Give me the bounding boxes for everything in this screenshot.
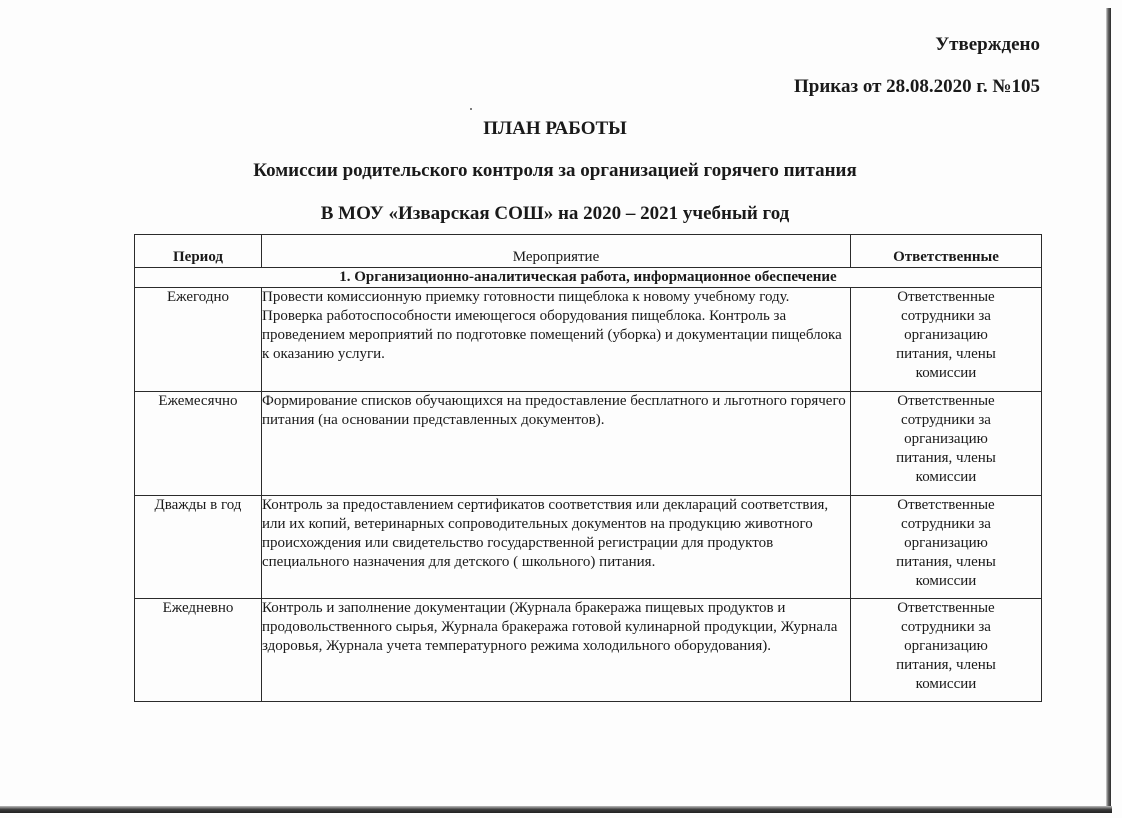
approval-stamp-text: Утверждено xyxy=(935,34,1040,55)
scan-edge-right xyxy=(1106,8,1111,808)
responsible-text: Ответственные сотрудники за организацию питания, члены комиссии xyxy=(896,600,996,692)
column-header-period: Период xyxy=(135,235,262,268)
column-header-responsible: Ответственные xyxy=(851,235,1042,268)
table-row xyxy=(135,288,1042,392)
event-cell: Контроль и заполнение документации (Журнала бракеража пищевых продуктов и продовольственного сырья, Журнала бракеража готовой кулинарной продукции, Журнала здоровья, Журнала учета температурного режима холодильного оборудования). xyxy=(262,599,851,702)
column-header-event: Мероприятие xyxy=(262,235,851,268)
responsible-text: Ответственные сотрудники за организацию питания, члены комиссии xyxy=(896,497,996,589)
table-row xyxy=(135,392,1042,496)
period-cell: Дважды в год xyxy=(135,496,262,599)
event-cell: Провести комиссионную приемку готовности пищеблока к новому учебному году. Проверка работоспособности имеющегося оборудования пищеблока. Контроль за проведением мероприятий по подготовке помещений (уборка) и документации пищеблока к оказанию услуги. xyxy=(262,288,851,392)
responsible-cell xyxy=(851,496,1042,599)
section-title: 1. Организационно-аналитическая работа, информационное обеспечение xyxy=(135,268,1042,288)
scan-speck xyxy=(470,108,472,110)
period-cell: Ежемесячно xyxy=(135,392,262,496)
event-cell: Формирование списков обучающихся на предоставление бесплатного и льготного горячего питания (на основании представленных документов). xyxy=(262,392,851,496)
table-header-row xyxy=(135,235,1042,268)
table-row xyxy=(135,496,1042,599)
section-row xyxy=(135,268,1042,288)
responsible-cell xyxy=(851,599,1042,702)
document-subtitle-school: В МОУ «Изварская СОШ» на 2020 – 2021 учебный год xyxy=(320,203,790,224)
period-cell: Ежегодно xyxy=(135,288,262,392)
work-plan-table xyxy=(134,234,1042,702)
responsible-text: Ответственные сотрудники за организацию питания, члены комиссии xyxy=(896,289,996,381)
document-title: ПЛАН РАБОТЫ xyxy=(483,118,627,139)
period-cell: Ежедневно xyxy=(135,599,262,702)
document-subtitle: Комиссии родительского контроля за организацией горячего питания xyxy=(253,160,857,181)
responsible-cell xyxy=(851,392,1042,496)
table-row xyxy=(135,599,1042,702)
responsible-cell xyxy=(851,288,1042,392)
event-cell: Контроль за предоставлением сертификатов соответствия или деклараций соответствия, или их копий, ветеринарных сопроводительных документов на продукцию животного происхождения или свидетельство государственной регистрации для продуктов специального назначения для детского ( школьного) питания. xyxy=(262,496,851,599)
order-reference: Приказ от 28.08.2020 г. №105 xyxy=(794,76,1040,97)
responsible-text: Ответственные сотрудники за организацию питания, члены комиссии xyxy=(896,393,996,485)
scan-edge-bottom xyxy=(0,806,1112,813)
